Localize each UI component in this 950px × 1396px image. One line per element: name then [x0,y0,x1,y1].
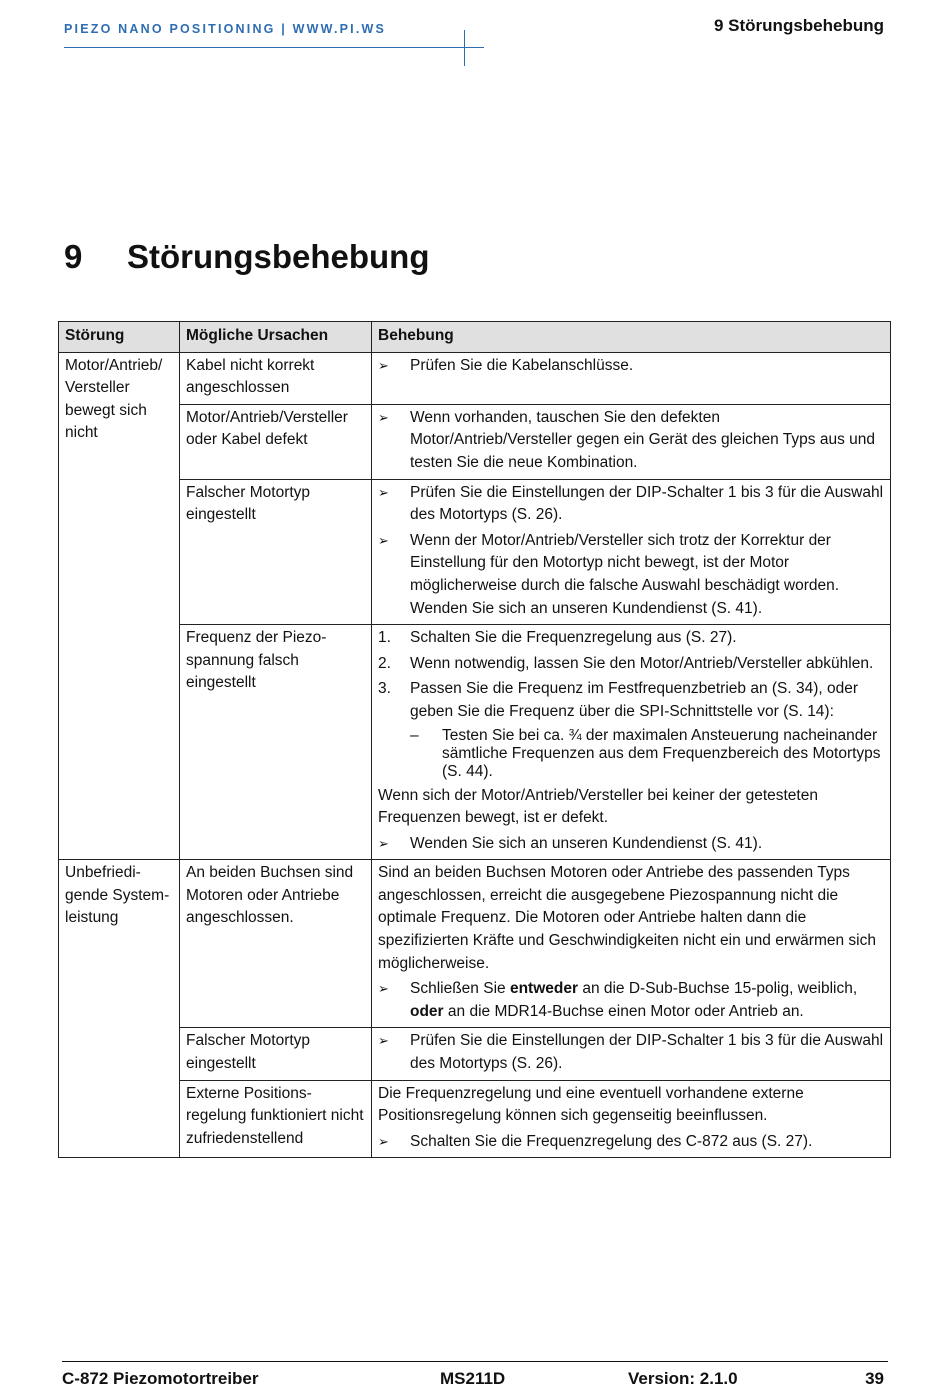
table-row [59,860,891,1028]
list-item: ➢ Wenden Sie sich an unseren Kundendienst (S. 41). [378,833,884,856]
numbered-step: 2. Wenn notwendig, lassen Sie den Motor/Antrieb/Versteller abkühlen. [378,654,874,672]
chapter-number: 9 [64,238,83,275]
remedy-intro: Sind an beiden Buchsen Motoren oder Antriebe des passenden Typs angeschlossen, erreicht die ausgegebene Piezospannung nicht die optimale Frequenz. Die Motoren oder Antriebe halten dann die spezifizierten Kräfte und Geschwindigkeiten nicht ein und erwärmen sich möglicherweise. [378,864,876,972]
table-row [59,625,891,860]
cause-cell: Frequenz der Piezo-spannung falsch eingestellt [180,625,372,860]
arrow-bullet-icon: ➢ [378,357,389,373]
cause-cell: An beiden Buchsen sind Motoren oder Antriebe angeschlossen. [180,860,372,1028]
remedy-cell [372,1028,891,1080]
brand-rule [64,47,484,48]
arrow-bullet-icon: ➢ [378,1033,389,1049]
remedy-cell [372,860,891,1028]
dash-sub-item: – Testen Sie bei ca. ¾ der maximalen Ansteuerung nacheinander sämtliche Frequenzen aus dem Frequenzbereich des Motortyps (S. 44). [410,726,881,780]
fault-cell: Motor/Antrieb/ Versteller bewegt sich nicht [59,352,180,860]
chapter-title: Störungsbehebung [127,238,430,275]
brand-logo-text: PIEZO NANO POSITIONING | WWW.PI.WS [64,22,387,36]
list-item: ➢ Wenn vorhanden, tauschen Sie den defekten Motor/Antrieb/Versteller gegen ein Gerät des gleichen Typs aus und testen Sie die neue Kombination. [378,407,884,475]
remedy-cell [372,352,891,404]
remedy-cell [372,479,891,625]
table-row [59,479,891,625]
remedy-cell [372,625,891,860]
list-item: ➢ Prüfen Sie die Einstellungen der DIP-Schalter 1 bis 3 für die Auswahl des Motortyps (S. 26). [378,482,884,527]
cause-cell: Falscher Motortyp eingestellt [180,1028,372,1080]
table-row [59,352,891,404]
remedy-cell [372,1080,891,1158]
chapter-heading [64,238,429,276]
arrow-bullet-icon: ➢ [378,484,389,500]
list-item: ➢ Prüfen Sie die Einstellungen der DIP-Schalter 1 bis 3 für die Auswahl des Motortyps (S. 26). [378,1030,884,1075]
arrow-bullet-icon: ➢ [378,835,389,851]
list-item: ➢ Schalten Sie die Frequenzregelung des C-872 aus (S. 27). [378,1131,884,1154]
numbered-step: 1. Schalten Sie die Frequenzregelung aus (S. 27). [378,629,737,647]
arrow-bullet-icon: ➢ [378,981,389,997]
footer-rule [62,1361,888,1362]
header-fault: Störung [59,322,180,353]
cause-cell: Kabel nicht korrekt angeschlossen [180,352,372,404]
table-row [59,404,891,479]
remedy-note: Wenn sich der Motor/Antrieb/Versteller bei keiner der getesteten Frequenzen bewegt, ist er defekt. [378,786,818,827]
fault-cell: Unbefriedi-gende System-leistung [59,860,180,1158]
numbered-step: 3. Passen Sie die Frequenz im Festfrequenzbetrieb an (S. 34), oder geben Sie die Frequenz über die SPI-Schnittstelle vor (S. 14): [378,680,859,720]
remedy-intro: Die Frequenzregelung und eine eventuell vorhandene externe Positionsregelung können sich gegenseitig beeinflussen. [378,1084,804,1125]
cause-cell: Falscher Motortyp eingestellt [180,479,372,625]
dash-bullet-icon: – [410,726,419,744]
brand-cross-vertical [464,30,465,66]
footer-doc-number: MS211D [440,1369,506,1388]
arrow-bullet-icon: ➢ [378,532,389,548]
running-header-section: 9 Störungsbehebung [714,16,884,35]
header-remedy: Behebung [372,322,891,353]
cause-cell: Motor/Antrieb/Versteller oder Kabel defekt [180,404,372,479]
remedy-cell [372,404,891,479]
footer-page-number: 39 [865,1369,884,1388]
cause-cell: Externe Positions-regelung funktioniert nicht zufriedenstellend [180,1080,372,1158]
list-item: ➢ Wenn der Motor/Antrieb/Versteller sich trotz der Korrektur der Einstellung für den Motortyp nicht bewegt, ist der Motor möglicherweise durch die falsche Auswahl beschädigt worden. Wenden Sie sich an unseren Kundendienst (S. 41). [378,530,884,620]
list-item: ➢ Schließen Sie entweder an die D-Sub-Buchse 15-polig, weiblich, oder an die MDR14-Buchse einen Motor oder Antrieb an. [378,978,884,1023]
arrow-bullet-icon: ➢ [378,409,389,425]
table-header-row [59,322,891,353]
arrow-bullet-icon: ➢ [378,1133,389,1149]
list-item: ➢ Prüfen Sie die Kabelanschlüsse. [378,355,884,378]
troubleshooting-table [58,321,891,1158]
header-causes: Mögliche Ursachen [180,322,372,353]
footer-version: Version: 2.1.0 [628,1369,738,1388]
table-row [59,1080,891,1158]
table-row [59,1028,891,1080]
footer-product: C-872 Piezomotortreiber [62,1369,259,1388]
